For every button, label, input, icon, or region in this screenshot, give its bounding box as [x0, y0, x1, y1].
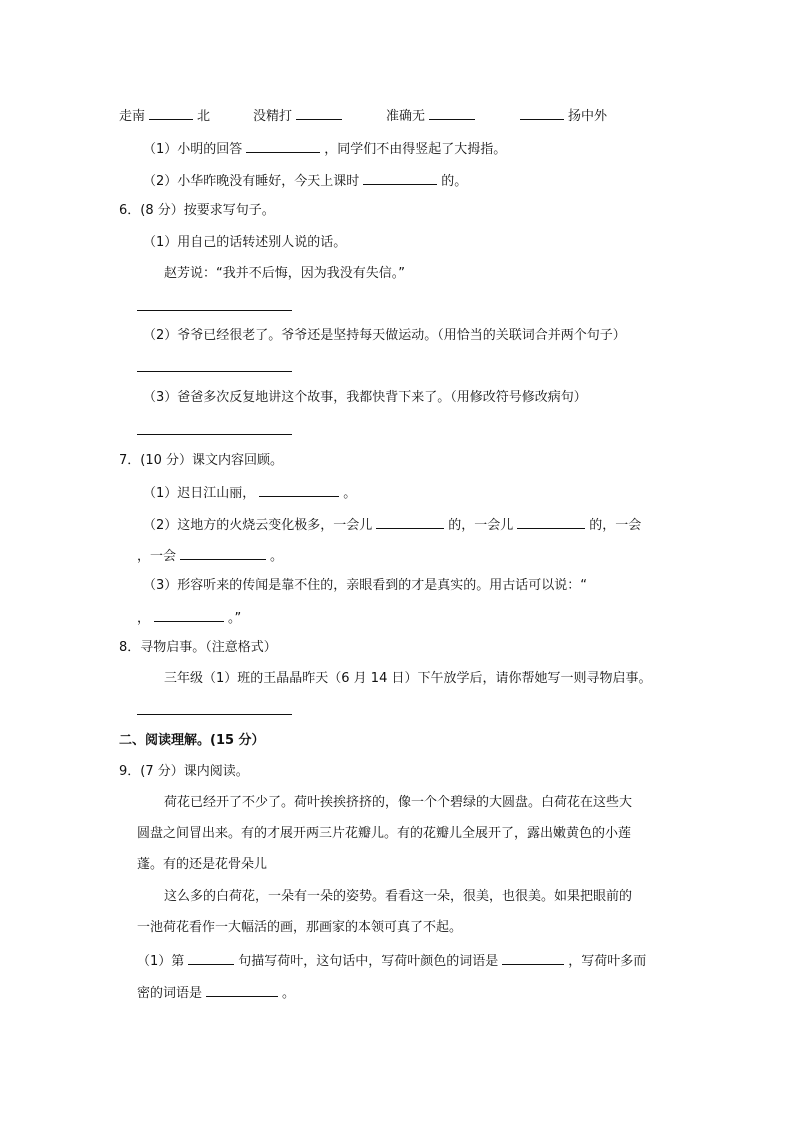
q7-part3: （3）形容听来的传闻是靠不住的，亲眼看到的才是真实的。用古话可以说：“ — [143, 578, 588, 593]
q9-passage-p2-line2: 一池荷花看作一大幅活的画，那画家的本领可真了不起。 — [137, 920, 463, 935]
q9-passage-p2-line1: 这么多的白荷花，一朵有一朵的姿势。看看这一朵，很美，也很美。如果把眼前的 — [164, 889, 633, 904]
q6-title: 6．(8 分）按要求写句子。 — [119, 203, 275, 218]
q7-title: 7．(10 分）课文内容回顾。 — [119, 453, 284, 468]
idiom-2-prefix: 没精打 — [253, 109, 293, 124]
q7-part1 — [143, 483, 356, 503]
q6-answer-line-2[interactable] — [137, 371, 292, 372]
idiom-4-blank[interactable] — [520, 106, 564, 120]
q7-p1-prefix: （1）迟日江山丽， — [143, 486, 256, 501]
q5-s2-suffix: 的。 — [441, 174, 468, 189]
idiom-4 — [520, 106, 607, 126]
idiom-3 — [386, 106, 479, 126]
q9-title: 9．(7 分）课内阅读。 — [119, 764, 249, 779]
q7-p2-blank-2[interactable] — [517, 515, 585, 529]
q5-s1-blank[interactable] — [246, 139, 320, 153]
q5-s1-prefix: （1）小明的回答 — [143, 142, 243, 157]
idiom-4-suffix: 扬中外 — [568, 109, 608, 124]
q7-p1-blank[interactable] — [259, 483, 339, 497]
q9-q1-middle: 句描写荷叶，这句话中，写荷叶颜色的词语是 — [238, 954, 499, 969]
q9-passage-p1-line1: 荷花已经开了不少了。荷叶挨挨挤挤的，像一个个碧绿的大圆盘。白荷花在这些大 — [164, 795, 633, 810]
q7-p3b-prefix: ， — [137, 611, 151, 626]
idiom-3-prefix: 准确无 — [386, 109, 426, 124]
q9-q1-suffix: ，写荷叶多而 — [568, 954, 647, 969]
q7-p2-suffix: 的，一会 — [589, 518, 642, 533]
q7-part2 — [143, 515, 641, 535]
q8-answer-line[interactable] — [137, 714, 292, 715]
idiom-1-prefix: 走南 — [119, 109, 146, 124]
q8-title: 8．寻物启事。（注意格式） — [119, 640, 277, 655]
q7-part3-cont — [137, 608, 241, 628]
q7-p2b-prefix: ，一会 — [137, 549, 177, 564]
q7-p2b-blank[interactable] — [180, 546, 266, 560]
q7-p3b-suffix: 。” — [228, 611, 242, 626]
q7-p2-middle: 的，一会儿 — [448, 518, 514, 533]
section-2-title: 二、阅读理解。(15 分） — [119, 733, 265, 748]
q5-s1-suffix: ，同学们不由得竖起了大拇指。 — [324, 142, 507, 157]
q9-q1b-prefix: 密的词语是 — [137, 986, 203, 1001]
idiom-2 — [253, 106, 346, 126]
q7-p2-prefix: （2）这地方的火烧云变化极多，一会儿 — [143, 518, 373, 533]
q6-part3: （3）爸爸多次反复地讲这个故事，我都快背下来了。（用修改符号修改病句） — [143, 390, 587, 405]
idiom-2-blank[interactable] — [296, 106, 342, 120]
q5-sentence-2 — [143, 171, 467, 191]
q9-passage-p1-line2: 圆盘之间冒出来。有的才展开两三片花瓣儿。有的花瓣儿全展开了，露出嫩黄色的小莲 — [137, 826, 632, 841]
q9-q1-prefix: （1）第 — [137, 954, 185, 969]
q7-p3b-blank[interactable] — [154, 608, 224, 622]
q6-part2: （2）爷爷已经很老了。爷爷还是坚持每天做运动。（用恰当的关联词合并两个句子） — [143, 328, 626, 343]
q9-q1-blank-3[interactable] — [206, 983, 278, 997]
q9-question-1 — [137, 951, 646, 971]
q9-q1-blank-2[interactable] — [502, 951, 564, 965]
q6-answer-line-1[interactable] — [137, 310, 292, 311]
q5-sentence-1 — [143, 139, 506, 159]
q7-part2-cont — [137, 546, 283, 566]
q6-answer-line-3[interactable] — [137, 434, 292, 435]
idiom-row — [119, 106, 210, 126]
q5-s2-blank[interactable] — [363, 171, 437, 185]
idiom-1-blank[interactable] — [149, 106, 193, 120]
q9-question-1-cont — [137, 983, 295, 1003]
q6-part1-quote: 赵芳说：“我并不后悔，因为我没有失信。” — [164, 266, 405, 281]
q7-p1-suffix: 。 — [343, 486, 357, 501]
q5-s2-prefix: （2）小华昨晚没有睡好，今天上课时 — [143, 174, 360, 189]
q9-passage-p1-line3: 蓬。有的还是花骨朵儿 — [137, 857, 268, 872]
idiom-3-blank[interactable] — [429, 106, 475, 120]
q9-q1b-suffix: 。 — [282, 986, 296, 1001]
q7-p2b-suffix: 。 — [270, 549, 284, 564]
q7-p2-blank-1[interactable] — [376, 515, 444, 529]
q8-body: 三年级（1）班的王晶晶昨天（6 月 14 日）下午放学后，请你帮她写一则寻物启事。 — [164, 671, 652, 686]
idiom-1-suffix: 北 — [197, 109, 211, 124]
q6-part1: （1）用自己的话转述别人说的话。 — [143, 235, 347, 250]
q9-q1-blank-1[interactable] — [188, 951, 234, 965]
